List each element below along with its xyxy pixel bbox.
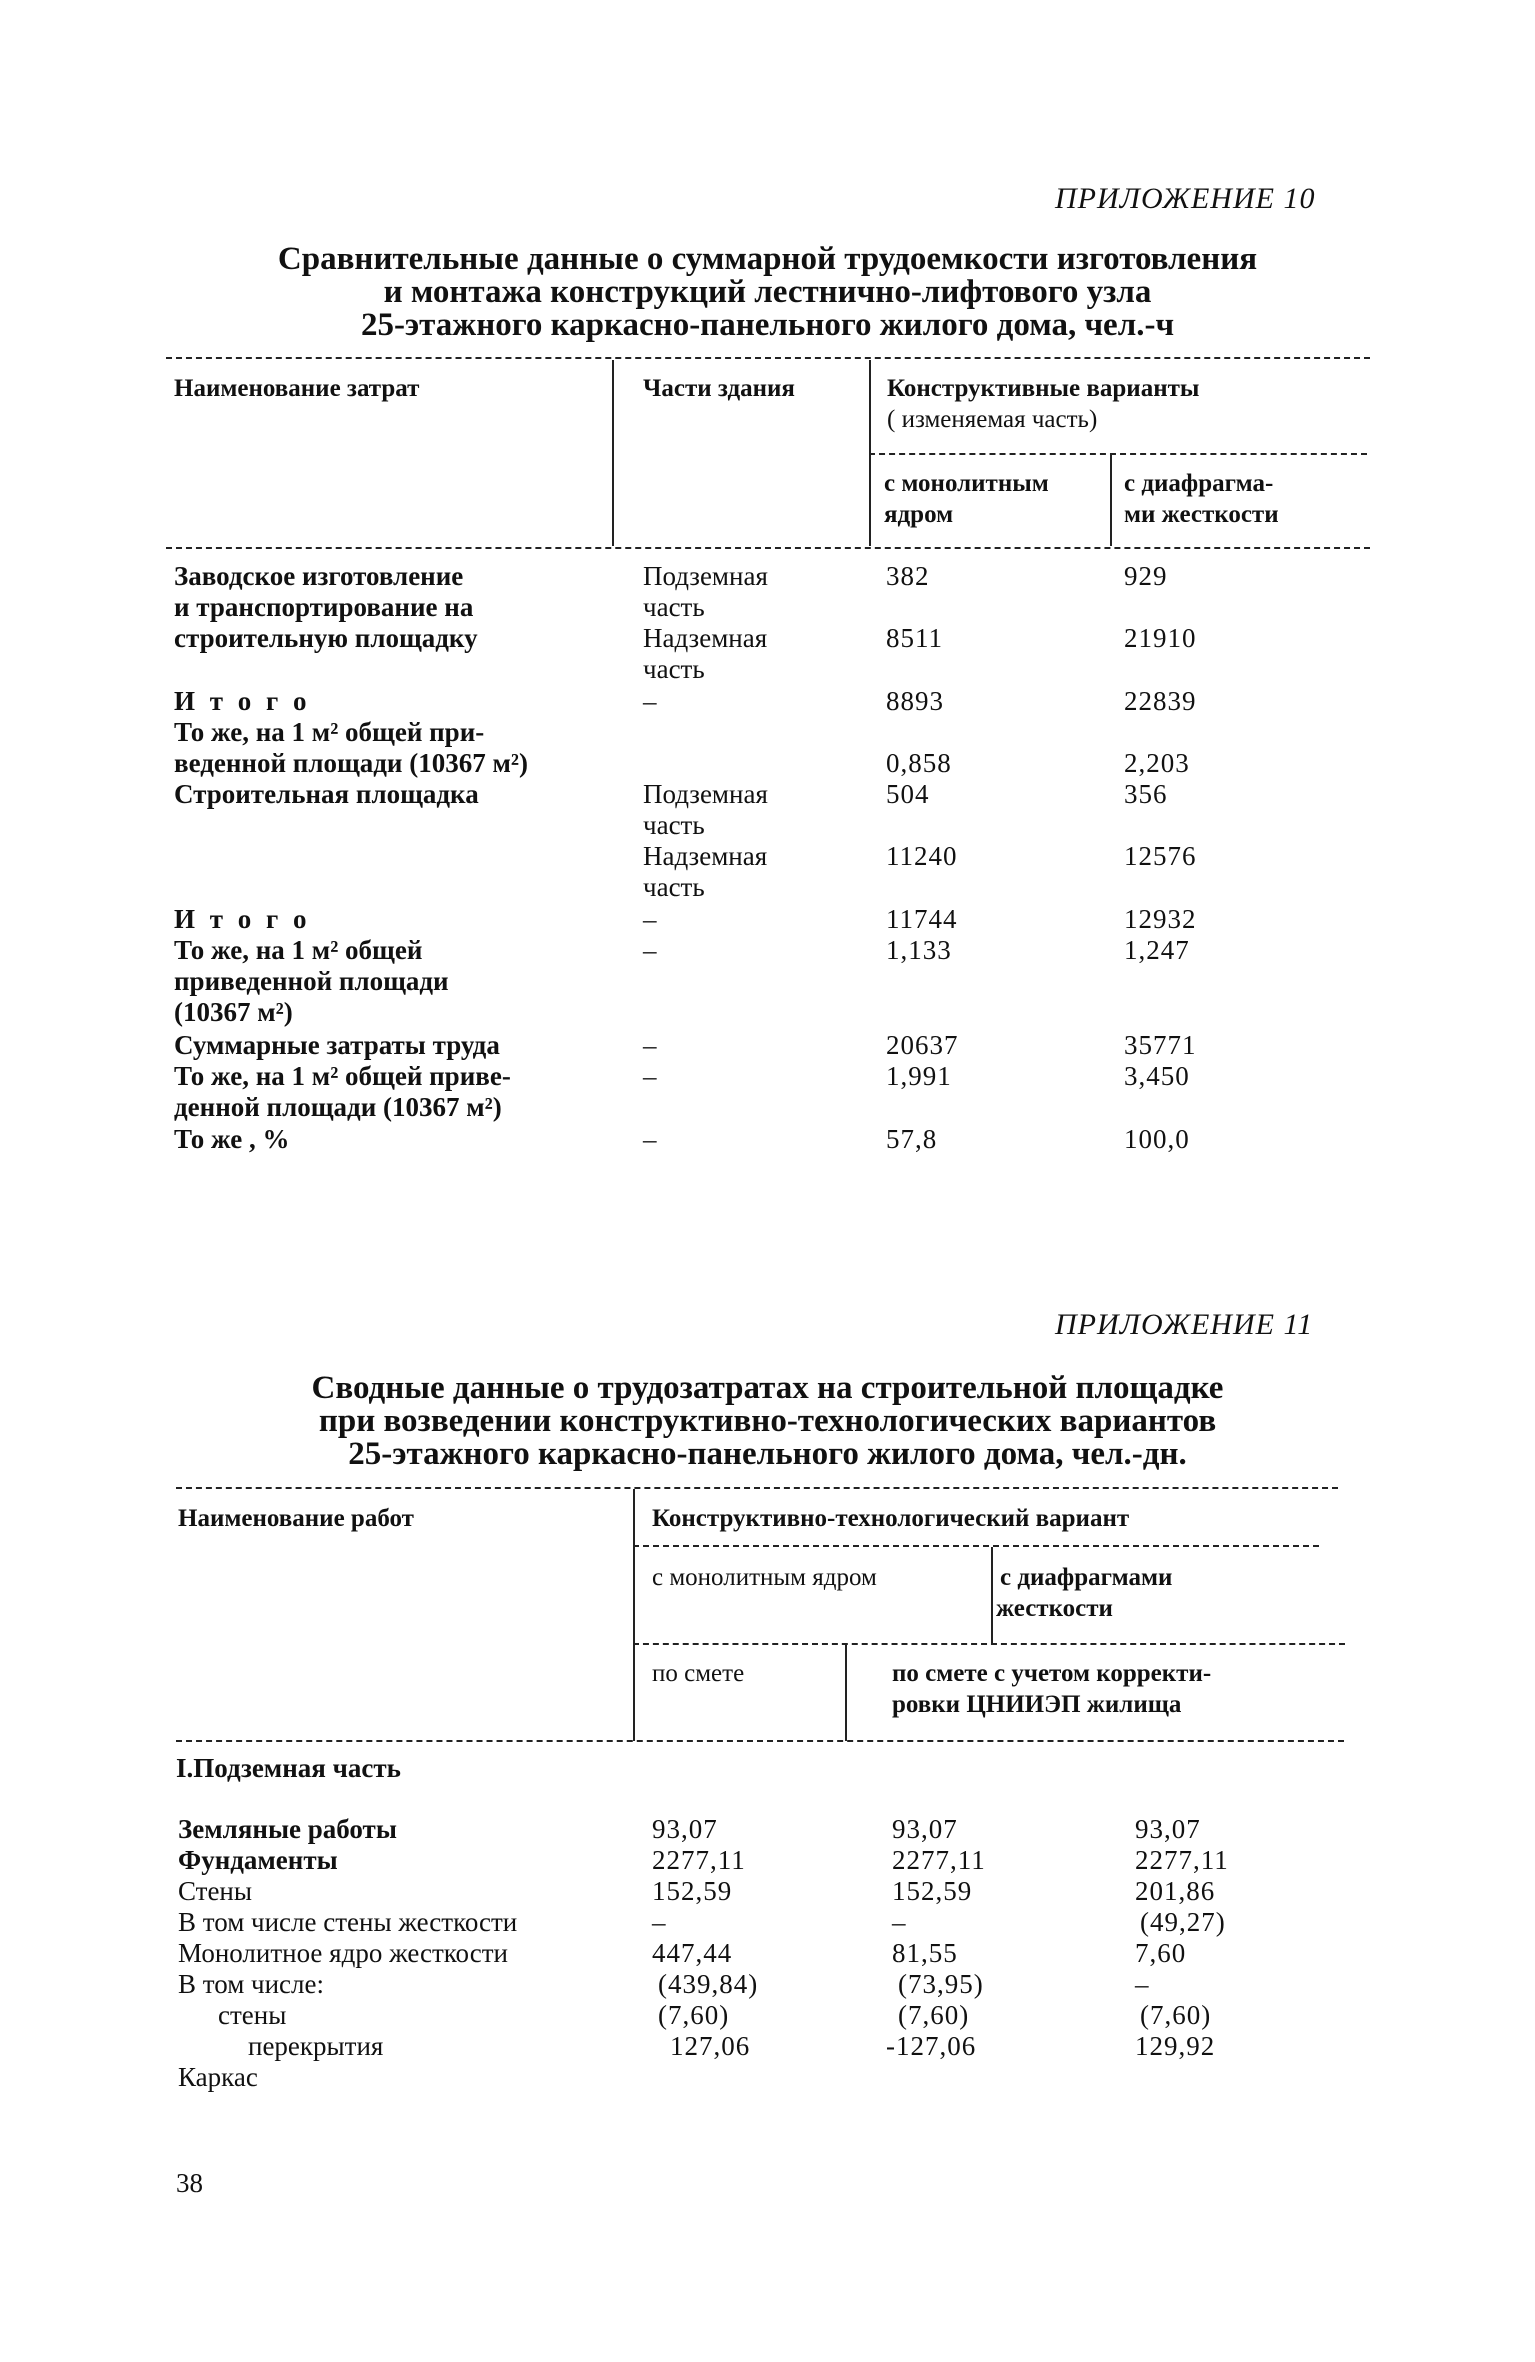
work-row-value-2: 93,07	[892, 1814, 958, 1844]
value-monolithic: 1,991	[886, 1061, 952, 1091]
row-label: То же, на 1 м² общей	[174, 935, 423, 965]
work-row-value-3: 129,92	[1135, 2031, 1216, 2061]
row-label: (10367 м²)	[174, 997, 293, 1027]
header-by-estimate-corr-line-1: по смете с учетом корректи-	[892, 1660, 1212, 1687]
row-part: Подземная	[643, 779, 768, 809]
row-label: Строительная площадка	[174, 779, 479, 809]
work-row-value-1: –	[652, 1907, 667, 1937]
appendix-11-label: ПРИЛОЖЕНИЕ 11	[1055, 1308, 1314, 1341]
row-label: денной площади (10367 м²)	[174, 1092, 502, 1122]
value-monolithic: 57,8	[886, 1124, 938, 1154]
row-part: –	[643, 686, 657, 716]
work-row-name: Земляные работы	[178, 1814, 397, 1844]
work-row-value-2: -127,06	[886, 2031, 977, 2061]
work-row-name: стены	[218, 2000, 287, 2030]
value-diaphragms: 22839	[1124, 686, 1197, 716]
header-building-parts: Части здания	[643, 375, 795, 402]
work-row-value-2: –	[892, 1907, 907, 1937]
appendix-10-label: ПРИЛОЖЕНИЕ 10	[1055, 182, 1316, 215]
header-diaphragms-line-1: с диафрагма-	[1124, 470, 1274, 497]
work-row-value-2: 152,59	[892, 1876, 973, 1906]
table-11-col-divider-3	[845, 1645, 847, 1741]
table-11-header-bottom-rule	[176, 1740, 1344, 1742]
header-variant: Конструктивно-технологический вариант	[652, 1505, 1130, 1532]
value-diaphragms: 2,203	[1124, 748, 1190, 778]
row-part: –	[643, 935, 657, 965]
work-row-value-3: (7,60)	[1140, 2000, 1212, 2030]
work-row-value-3: 201,86	[1135, 1876, 1216, 1906]
header-by-estimate-corr-line-2: ровки ЦНИИЭП жилища	[892, 1691, 1182, 1718]
page-number: 38	[176, 2168, 203, 2198]
row-label: приведенной площади	[174, 966, 449, 996]
header-monolithic-line-1: с монолитным	[884, 470, 1049, 497]
work-row-value-2: 2277,11	[892, 1845, 986, 1875]
work-row-value-1: (7,60)	[658, 2000, 730, 2030]
work-row-value-1: 2277,11	[652, 1845, 746, 1875]
table-10-col-divider-3	[1110, 455, 1112, 546]
work-row-value-1: (439,84)	[658, 1969, 759, 1999]
row-part: часть	[643, 810, 705, 840]
value-monolithic: 504	[886, 779, 930, 809]
value-diaphragms: 929	[1124, 561, 1168, 591]
row-label: То же, на 1 м² общей приве-	[174, 1061, 511, 1091]
table-11-rule-2	[633, 1545, 1319, 1547]
table-10-col-divider-1	[612, 360, 614, 546]
header-diaphragms-line-2: ми жесткости	[1124, 501, 1279, 528]
work-row-value-3: 93,07	[1135, 1814, 1201, 1844]
table-11-col-divider-2	[991, 1547, 993, 1645]
table-10-subheader-rule	[869, 453, 1367, 455]
value-monolithic: 1,133	[886, 935, 952, 965]
header-diaphragms-line-1: с диафрагмами	[1000, 1564, 1173, 1591]
row-part: часть	[643, 872, 705, 902]
appendix-10-title-line-3: 25-этажного каркасно-панельного жилого дома, чел.-ч	[360, 307, 1175, 343]
table-10-header-bottom-rule	[166, 547, 1370, 549]
work-row-name: Фундаменты	[178, 1845, 338, 1875]
header-by-estimate: по смете	[652, 1660, 745, 1687]
work-row-name: В том числе:	[178, 1969, 324, 1999]
table-11-col-divider-1	[633, 1489, 635, 1741]
value-diaphragms: 35771	[1124, 1030, 1197, 1060]
appendix-11-title-line-2: при возведении конструктивно-технологических вариантов	[318, 1403, 1217, 1439]
value-diaphragms: 1,247	[1124, 935, 1190, 965]
work-row-value-3: (49,27)	[1140, 1907, 1226, 1937]
work-row-name: В том числе стены жесткости	[178, 1907, 518, 1937]
row-part: –	[643, 1061, 657, 1091]
row-label: строительную площадку	[174, 623, 478, 653]
row-label: И т о г о	[174, 904, 311, 934]
value-monolithic: 11744	[886, 904, 958, 934]
header-monolithic-line-2: ядром	[884, 501, 954, 528]
work-row-value-1: 447,44	[652, 1938, 733, 1968]
section-underground: I.Подземная часть	[176, 1753, 401, 1783]
row-part: –	[643, 1124, 657, 1154]
value-monolithic: 11240	[886, 841, 958, 871]
row-part: Надземная	[643, 623, 768, 653]
header-work-name: Наименование работ	[178, 1505, 414, 1532]
appendix-10-title-line-2: и монтажа конструкций лестнично-лифтового узла	[383, 274, 1152, 310]
row-label: веденной площади (10367 м²)	[174, 748, 528, 778]
row-part: –	[643, 1030, 657, 1060]
value-monolithic: 20637	[886, 1030, 959, 1060]
work-row-value-3: 2277,11	[1135, 1845, 1229, 1875]
appendix-11-title-line-3: 25-этажного каркасно-панельного жилого дома, чел.-дн.	[348, 1436, 1187, 1472]
header-cost-name: Наименование затрат	[174, 375, 420, 402]
header-monolithic: с монолитным ядром	[652, 1564, 877, 1591]
work-row-value-1: 127,06	[670, 2031, 751, 2061]
row-label: и транспортирование на	[174, 592, 474, 622]
value-monolithic: 8511	[886, 623, 943, 653]
work-row-value-3: 7,60	[1135, 1938, 1187, 1968]
row-part: –	[643, 904, 657, 934]
value-diaphragms: 21910	[1124, 623, 1197, 653]
row-label: То же , %	[174, 1124, 290, 1154]
row-label: И т о г о	[174, 686, 311, 716]
row-label: Суммарные затраты труда	[174, 1030, 500, 1060]
table-11-rule-3	[633, 1643, 1345, 1645]
work-row-value-3: –	[1135, 1969, 1150, 1999]
value-diaphragms: 3,450	[1124, 1061, 1190, 1091]
header-diaphragms-line-2: жесткости	[996, 1595, 1113, 1622]
appendix-11-title-line-1: Сводные данные о трудозатратах на строительной площадке	[311, 1370, 1224, 1406]
work-row-value-1: 93,07	[652, 1814, 718, 1844]
value-diaphragms: 12576	[1124, 841, 1197, 871]
value-monolithic: 382	[886, 561, 930, 591]
header-variants-note: ( изменяемая часть)	[887, 406, 1098, 433]
work-row-value-1: 152,59	[652, 1876, 733, 1906]
work-row-value-2: (73,95)	[898, 1969, 984, 1999]
row-part: часть	[643, 592, 705, 622]
value-diaphragms: 100,0	[1124, 1124, 1190, 1154]
work-row-name: Каркас	[178, 2062, 258, 2092]
row-label: Заводское изготовление	[174, 561, 464, 591]
appendix-10-title-line-1: Сравнительные данные о суммарной трудоемкости изготовления	[277, 241, 1258, 277]
work-row-name: Стены	[178, 1876, 253, 1906]
table-10-top-rule	[166, 357, 1370, 359]
table-11-top-rule	[176, 1487, 1338, 1489]
row-part: Надземная	[643, 841, 768, 871]
value-diaphragms: 12932	[1124, 904, 1197, 934]
work-row-value-2: 81,55	[892, 1938, 958, 1968]
row-part: часть	[643, 654, 705, 684]
value-diaphragms: 356	[1124, 779, 1168, 809]
header-variants: Конструктивные варианты	[887, 375, 1200, 402]
work-row-name: перекрытия	[248, 2031, 384, 2061]
value-monolithic: 0,858	[886, 748, 952, 778]
row-label: То же, на 1 м² общей при-	[174, 717, 485, 747]
work-row-value-2: (7,60)	[898, 2000, 970, 2030]
row-part: Подземная	[643, 561, 768, 591]
work-row-name: Монолитное ядро жесткости	[178, 1938, 508, 1968]
value-monolithic: 8893	[886, 686, 944, 716]
